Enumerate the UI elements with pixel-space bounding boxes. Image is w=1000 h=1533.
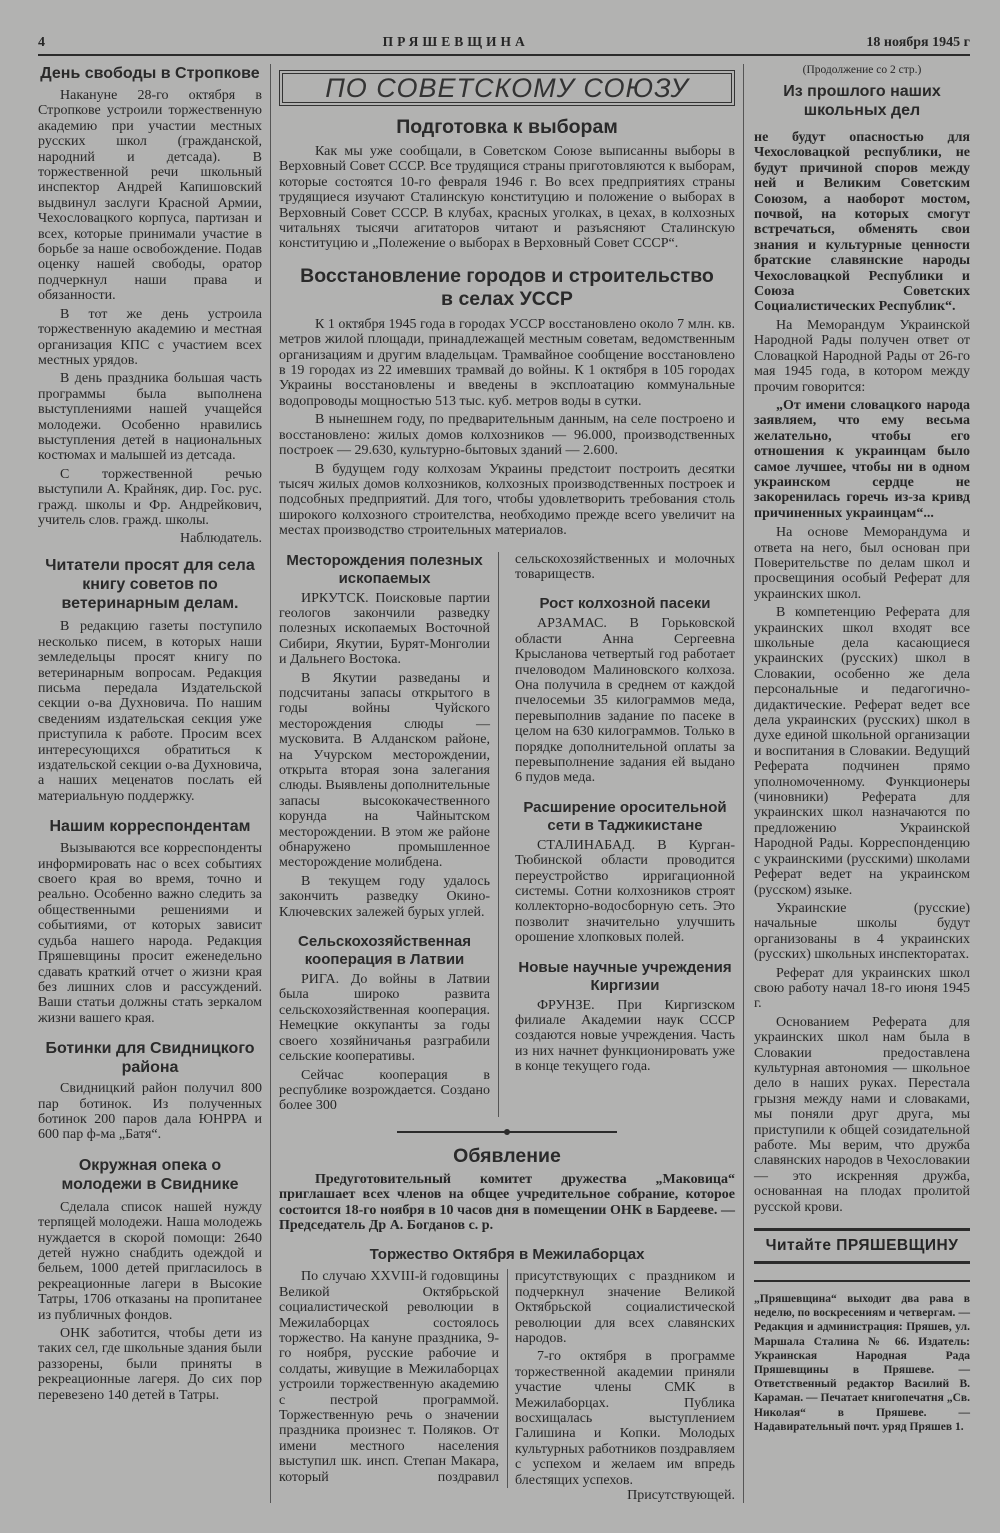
news-subcolumn-left [279,552,499,1117]
article-body [515,998,735,1075]
article-headline: Из прошлого наших школьных дел [783,83,941,119]
article-headline: Месторождения полезных ископаемых [286,551,483,587]
imprint-rule [754,1280,970,1282]
article-body [515,838,735,946]
article-shkolnye-dela [754,64,970,1218]
paragraph: ФРУНЗЕ. При Киргизском филиале Академии наук СССР создаются новые учреждения. Часть из них начнет функционировать уже в конце текущего года. [515,997,735,1075]
paragraph: „От имени словацкого народа заявляем, что ему весьма желательно, чтобы его отношения к украинцам было самое лучшее, чтобы ни в одном украинском сердце не закоренилась горечь из-за кривд причиненных украинцам“... [754,397,970,521]
article-headline: Сельскохозяйственная кооперация в Латвии [298,933,471,969]
article-headline: Новые научные учреждения Киргизии [518,958,732,994]
paragraph: Предуготовительный комитет дружества „Маковица“ приглашает всех членов на общее учредительное собрание, которое состоится 18-го ноября в 10 часов дня в помещении ОНК в Бардееве. — Председатель Др А. Богданов с. р. [279,1171,735,1233]
paragraph: В будущем году колхозам Украины предстоит построить десятки тысяч жилых домов колхозников, колхозных производственных построек и подсобных предприятий. Для того, чтобы удовлетворить требования столь широкого колхозного строителства, необходимо прежде всего увеличит на местах производство строительных материалов. [279,461,735,539]
article-body [38,1200,262,1403]
article-body [279,317,735,539]
paragraph: На основе Меморандума и ответа на него, был основан при Поверительстве по делам школ и просвещиния особый Реферат для украинских школ. [754,525,970,602]
article-headline: Расширение оросительной сети в Таджикистане [523,798,727,834]
article-body [38,841,262,1026]
paragraph: В нынешнем году, по предварительным данным, на селе построено и восстановлено: жилых домов колхозников — 96.000, производственных построек — 29.630, культурно-бытовых зданий — 2.600. [279,412,735,459]
paragraph: Сделала список нашей нужду терпящей молодежи. Наша молодежь нуждается в скорой помощи: 2640 детей нужно снабдить одеждой и бельем, 1000 детей пригласилось в рекреационные лагери в Высокие Татры, 1706 отказаны на пропитанее из публичных фондов. [38,1199,262,1323]
imprint [754,1292,970,1434]
masthead: ПРЯШЕВЩИНА [382,34,529,49]
article-opeka [38,1156,262,1406]
paragraph: Сейчас кооперация в республике возрождается. Создано более 300 [279,1067,490,1114]
article-body [515,616,735,785]
article-headline: День свободы в Стропкове [40,65,260,82]
paragraph: На Меморандум Украинской Народной Рады получен ответ от Словацкой Народной Рады от 26-го мая 1945 года, в котором между прочим говорится: [754,317,970,395]
article-body [279,144,735,252]
article-vybory [279,116,735,255]
notice-body [279,1172,735,1234]
paragraph: С торжественной речью выступили А. Крайняк, дир. Гос. рус. гражд. школы и Фр. Андрейкович, учитель слов. гражд. школы. [38,466,262,528]
issue-date: 18 ноября 1945 г [866,35,970,50]
paragraph: В тот же день устроила торжественную академию и местная организация КПС с участием всех местных урядов. [38,306,262,368]
right-column [752,64,970,1434]
article-body [279,1269,735,1488]
paragraph: ОНК заботится, чтобы дети из таких сел, где школьные здания были раззорены, были приняты в рекреационные лагеря. До сих пор перевезено 140 детей в Татры. [38,1326,262,1403]
promo-block [754,1228,970,1434]
paragraph: В редакцию газеты поступило несколько писем, в которых наши земледельцы просят книгу по ветеринарным вопросам. Редакция письма передала Издательской секции о-ва Духновича. По нашим сведениям издательская секция уже приступила к работе. Просим всех интересующихся обратиться к издательской секции о-ва Духновича, а наших меценатов послать ей материальную поддержку. [38,619,262,804]
left-column [38,64,262,1406]
article-korrespondentam [38,817,262,1029]
promo-rule [754,1228,970,1231]
article-headline: Ботинки для Свидницкого района [45,1040,255,1077]
promo-rule [754,1261,970,1264]
paragraph: РИГА. До войны в Латвии была широко развита сельскохозяйственная кооперация. Немецкие оккупанты за годы своего хозяйничанья разграбили сельские кооперативы. [279,972,490,1065]
article-body [38,619,262,804]
article-tadzhikistan [515,799,735,949]
article-vosstanovlenie [279,265,735,542]
ornament-dot [504,1129,510,1135]
quote [754,398,970,521]
paragraph: 7-го октября в программе торжественной академии приняли участие члены СМК в Межилаборцах. Публика восхищалась выступлением Галишина и Копки. Молодых культурных работников поздравляем с успехом и желаем им впредь блестящих успехов. [515,1349,735,1488]
article-headline: Подготовка к выборам [396,116,618,138]
paragraph: Свидницкий район получил 800 пар ботинок. Из полученных ботинок 200 паров дала ЮНРРА и 600 пар ф-ма „Батя“. [38,1081,262,1143]
paragraph: „Пряшевщина“ выходит два рава в неделю, по воскресениям и четвергам. — Редакция и администрация: Пряшев, ул. Маршала Сталина № 66. Издатель: Украинская Народная Рада Пряшевщины в Пряшеве. — Ответственный редактор Василий В. Караман. — Печатает книгопечатня „Св. Николая“ в Пряшеве. — Надавирательный почт. уряд Пряшев 1. [754,1293,970,1433]
article-body [754,525,970,1215]
paragraph: В день праздника большая часть программы была выполнена выступлениями нашей учащейся молодежи. Особенно нравились выступления детей в национальных костюмах и малышей из детсада. [38,371,262,464]
paragraph: В компетенцию Реферата для украинских школ входят все школьные дела касающиеся украинских (русских) школ в Словакии, особенно же дела персональные и педагогично-дидактические. Реферат ведет все дела украинских (русских) школ в духе единой школьной организации и воспитания в Словакии. Ведущий Реферата подчинен прямо уполномоченному. Функционеры (чиновники) Реферата для украинских школ назначаются по предложению Украинской Народной Рады. Корреспонденцию с украинскими (русскими) школами Реферат ведет на украинском (русском) языке. [754,605,970,898]
article-body [279,591,490,921]
center-column [270,64,744,1503]
article-headline: Торжество Октября в Межилаборцах [369,1246,645,1264]
article-den-svobody [38,64,262,546]
paragraph: К 1 октября 1945 года в городах УССР восстановлено около 7 млн. кв. метров жилой площади, принадлежащей местным советам, ведомственным организациям и другим владельцам. Трамвайное сообщение восстановлено в 19 городах из 22 имевших трамвай до войны. К 1 октября в 105 городах Украины восстановлены и введены в эксплоатацию коммунальные водопроводы мощностью 513 тыс. куб. метров воды в сутки. [279,316,735,409]
continued-note: (Продолжение со 2 стр.) [802,64,922,76]
page-columns [38,64,970,1533]
article-headline: Читатели просят для села книгу советов по ветеринарным делам. [45,557,255,613]
paragraph: СТАЛИНАБАД. В Курган-Тюбинской области проводится переустройство ирригационной системы. Сотни колхозников строят коллекторно-водосборную сеть. Это позволит значительно улучшить орошение хлопковых полей. [515,837,735,946]
article-body [515,552,735,583]
article-chitateli [38,556,262,807]
article-body [38,1081,262,1143]
paragraph: Накануне 28-го октября в Стропкове устроили торжественную академию при участии местных русских школ (гражданской, народний и детсада). В торжественной речи школьный инспектор Андрей Капишовский выдвинул заслуги Красной Армии, Чехословацкого корпуса, партизан и всех, которые принимали участие в борьбе за наше освобождение. Подав оценку нашей свободы, оратор подчеркнул наши права и обязанности. [38,88,262,304]
article-botinki [38,1039,262,1146]
article-body [754,130,970,315]
article-kirgiziya [515,959,735,1078]
section-title-box: ПО СОВЕТСКОМУ СОЮЗУ [279,70,735,106]
promo-read: Читайте ПРЯШЕВЩИНУ [765,1237,959,1255]
paragraph: не будут опасностью для Чехословацкой республики, не будут причиной споров между ней и Великим Советским Союзом, а наоборот мостом, почвой, на которых смогут встречаться, обменять свои знания и культурные ценности братские славянские народы Чехословацкой Республики и Союза Советских Социалистических Республик“. [754,130,970,315]
article-signature: Наблюдатель. [179,531,262,547]
news-subcolumns [279,552,735,1117]
article-body [279,972,490,1114]
paragraph: сельскохозяйственных и молочных товариществ. [515,551,735,582]
paragraph: В текущем году удалось закончить разведку Окино-Ключевских залежей бурых углей. [279,873,490,920]
paragraph: АРЗАМАС. В Горьковской области Анна Сергеевна Крысланова четвертый год работает пчеловодом Малиновского колхоза. Она получила в среднем от каждой пчелосемьи 35 килограммов меда, перевыполнив задание по пасеке в целом на 630 килограммов. Только в порядке дополнительной оплаты за перевыполнение задания ей выдано 6 пудов меда. [515,616,735,786]
paragraph: Украинские (русские) начальные школы будут организованы в 4 украинских (русских) школьных инспекторатах. [754,900,970,963]
article-latvia-continued [515,552,735,586]
notice-headline: Обявление [453,1144,561,1167]
article-torzhestvo [279,1246,735,1503]
paragraph: Вызываются все корреспонденты информировать нас о всех событиях своего края во время, точно и реально. Особенно важно следить за общественными решениями и событиями, от которых зависит судьба нашего народа. Редакция Пряшевщины просит еженедельно сдавать краткий отчет о жизни края без лишних слов и рассуждений. Ваши статьи должны стать зеркалом жизни вашего края. [38,841,262,1026]
news-subcolumn-right [515,552,735,1117]
page-header [38,34,970,56]
paragraph: По случаю XXVIII-й годовщины Великой Октябрьской социалистической революции в Межилаборцах состоялось торжество. На кануне праздника, 9-го ноября, русские рабочие и солдаты, живущие в Межилаборцах устроили торжественную академию с пестрой программой. Торжественную речь о значении праздника произнес т. Поляков. От имени местного населения выступил шк. инсп. Степан Макара, который поздравил присутствующих с праздником и подчеркнул значение Великой Октябрьской социалистической революции для всех славянских народов. [279,1269,735,1485]
paragraph: Основанием Реферата для украинских школ нам была в Словакии предоставлена культурная автономия — школьное дело в наших руках. Перестала грызня между нами и словаками, мы поняли друг друга, мы приступили к общей созидательной работе. Мы верим, что дружба славянских народов в Чехословакии — это искренняя дружба, основанная на плодах пролитой русской крови. [754,1014,970,1215]
page-number: 4 [38,35,45,50]
article-body [754,318,970,395]
article-headline: Нашим корреспондентам [49,818,251,836]
article-latvia [279,933,490,1117]
paragraph: Реферат для украинских школ свою работу начал 18-го июня 1945 г. [754,965,970,1012]
notice [279,1145,735,1237]
article-headline: Окружная опека о молодежи в Свиднике [61,1156,239,1193]
paragraph: Как мы уже сообщали, в Советском Союзе выписанны выборы в Верховный Совет СССР. Все трудящися страны приготовляются к выборам, которые состоятся 10-го февраля 1946 г. Во всех предприятиях страны трудящиеся изучают Сталинскую конституцию и положение о выборах в Верховный Совет СССР. В клубах, красных уголках, в цехах, в колхозных читальнях тысячи агитаторов читают и разъясняют Сталинскую конституцию и „Полежение о выборах в Верховный Совет СССР“. [279,144,735,252]
article-mestorozhdeniya [279,552,490,924]
article-body [38,88,262,528]
paragraph: В Якутии разведаны и подсчитаны запасы открытого в годы войны Чуйского месторождения слюды — мусковита. В Алданском районе, на Учурском месторождении, открыта вторая зона залегания слюды. Выявлены дополнительные запасы высококачественного корунда на Чайнытском месторождении. В этом же районе обнаружено промышленное месторождение молибдена. [279,670,490,871]
ornamental-rule [397,1129,617,1135]
article-signature: Присутствующей. [627,1488,735,1504]
article-headline: Восстановление городов и строительство в селах УССР [300,264,714,310]
article-paseka [515,595,735,788]
paragraph: ИРКУТСК. Поисковые партии геологов закончили разведку полезных ископаемых Восточной Сибири, Якутии, Бурят-Монголии и Дальнего Востока. [279,590,490,668]
article-headline: Рост колхозной пасеки [539,595,711,613]
